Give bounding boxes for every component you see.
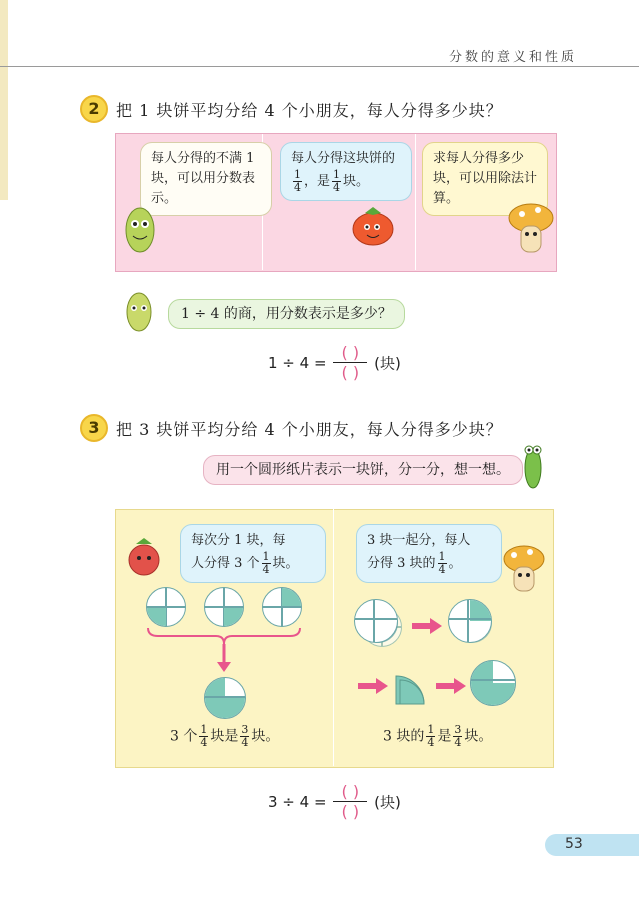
pie-circle-icon bbox=[146, 587, 186, 627]
corn-character-icon bbox=[118, 200, 162, 260]
problem-2-badge: 2 bbox=[80, 95, 108, 123]
answer-fraction-blank[interactable]: ( ) ( ) bbox=[331, 782, 369, 822]
fraction-three-quarters: $\frac{3}{4}$ bbox=[454, 723, 462, 749]
bubble-text: 。 bbox=[448, 556, 462, 571]
speech-bubble-tomato bbox=[280, 142, 412, 201]
speech-bubble-right bbox=[356, 524, 502, 583]
bubble-text: ，是 bbox=[304, 174, 331, 189]
pie-circle-icon bbox=[204, 677, 246, 719]
bubble-text: 每次分 1 块，每 bbox=[191, 533, 286, 548]
page-number: 53 bbox=[565, 836, 583, 852]
problem-3-question: 把 3 块饼平均分给 4 个小朋友，每人分得多少块？ bbox=[116, 420, 503, 439]
equation-text: 3 ÷ 4 = bbox=[268, 793, 327, 811]
pie-circle-icon bbox=[204, 587, 244, 627]
grouping-bracket-icon bbox=[146, 626, 302, 674]
panel-divider bbox=[415, 134, 416, 270]
problem-2-question: 把 1 块饼平均分给 4 个小朋友，每人分得多少块？ bbox=[116, 101, 503, 120]
left-margin-strip bbox=[0, 0, 8, 200]
hint-bubble: 1 ÷ 4 的商，用分数表示是多少？ bbox=[168, 299, 405, 329]
bubble-text: 3 块一起分，每人 bbox=[367, 533, 471, 548]
stacked-pie-circle-icon bbox=[448, 599, 492, 643]
header-rule bbox=[0, 66, 639, 67]
panel-divider bbox=[333, 509, 334, 766]
left-caption: 3 个 $\frac{1}{4}$ 块是 $\frac{3}{4}$ 块。 bbox=[170, 723, 280, 749]
radish-character-icon bbox=[124, 536, 164, 580]
pie-circle-icon bbox=[470, 660, 516, 706]
hint-bubble: 用一个圆形纸片表示一块饼，分一分，想一想。 bbox=[203, 455, 523, 485]
fraction-one-quarter: $\frac{1}{4}$ bbox=[333, 168, 341, 194]
arrow-right-icon bbox=[436, 678, 468, 694]
unit-label: (块) bbox=[374, 793, 401, 812]
page-number-tab bbox=[545, 834, 639, 856]
mushroom-character-icon bbox=[508, 200, 554, 258]
speech-bubble-left bbox=[180, 524, 326, 583]
stacked-pie-circle-icon bbox=[354, 599, 398, 643]
pie-circle-icon bbox=[262, 587, 302, 627]
speech-bubble-mushroom: 求每人分得多少块，可以用除法计算。 bbox=[422, 142, 548, 216]
fraction-one-quarter: $\frac{1}{4}$ bbox=[200, 723, 208, 749]
corn-character-icon bbox=[118, 286, 160, 334]
stacked-quarter-pieces-icon bbox=[392, 668, 432, 708]
division-equation-3 bbox=[268, 782, 401, 822]
bubble-text: 块。 bbox=[272, 556, 299, 571]
fraction-one-quarter: $\frac{1}{4}$ bbox=[427, 723, 435, 749]
bubble-text: 人分得 3 个 bbox=[191, 556, 260, 571]
equation-text: 1 ÷ 4 = bbox=[268, 354, 327, 372]
fraction-one-quarter: $\frac{1}{4}$ bbox=[438, 550, 446, 576]
answer-fraction-blank[interactable]: ( ) ( ) bbox=[331, 343, 369, 383]
arrow-right-icon bbox=[412, 618, 444, 634]
right-caption: 3 块的 $\frac{1}{4}$ 是 $\frac{3}{4}$ 块。 bbox=[383, 723, 493, 749]
bubble-text: 块。 bbox=[343, 174, 370, 189]
page-header-title: 分数的意义和性质 bbox=[448, 50, 577, 65]
unit-label: (块) bbox=[374, 354, 401, 373]
speech-bubble-corn: 每人分得的不满 1 块，可以用分数表示。 bbox=[140, 142, 272, 216]
fraction-one-quarter: $\frac{1}{4}$ bbox=[294, 168, 301, 194]
tomato-character-icon bbox=[345, 203, 401, 251]
grasshopper-character-icon bbox=[513, 432, 553, 496]
problem-3-badge: 3 bbox=[80, 414, 108, 442]
division-equation-2 bbox=[268, 343, 401, 383]
mushroom-character-icon bbox=[502, 543, 546, 595]
fraction-one-quarter: $\frac{1}{4}$ bbox=[262, 550, 270, 576]
fraction-three-quarters: $\frac{3}{4}$ bbox=[241, 723, 249, 749]
bubble-text: 每人分得这块饼的 bbox=[291, 151, 396, 166]
arrow-right-icon bbox=[358, 678, 390, 694]
bubble-text: 分得 3 块的 bbox=[367, 556, 436, 571]
